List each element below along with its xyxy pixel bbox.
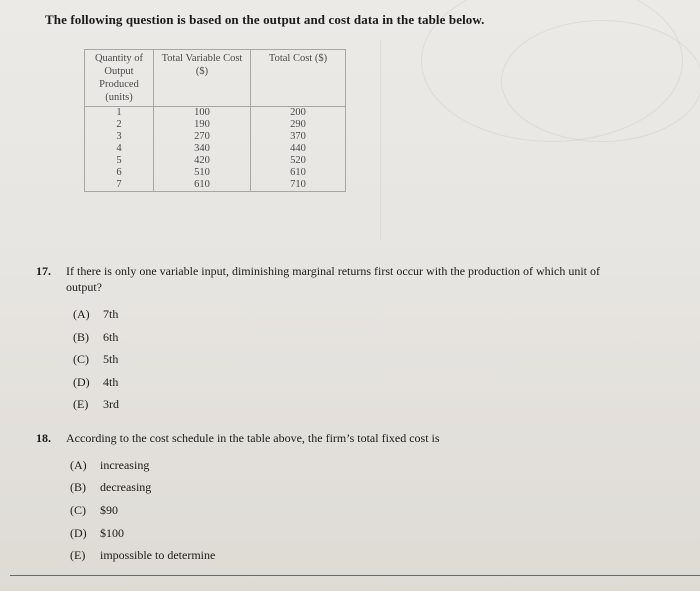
cell-tc: 370 bbox=[251, 131, 346, 143]
cell-tc: 440 bbox=[251, 143, 346, 155]
question-17-line1: If there is only one variable input, diminishing marginal returns first occur with the production of which unit of bbox=[66, 264, 600, 278]
cost-table bbox=[84, 49, 346, 192]
instructions-header: The following question is based on the output and cost data in the table below. bbox=[45, 12, 485, 27]
table-header-row bbox=[85, 50, 346, 107]
table-row bbox=[85, 155, 346, 167]
table-row bbox=[85, 107, 346, 120]
header-total-cost: Total Cost ($) bbox=[251, 50, 346, 107]
bleed-through-graph bbox=[380, 40, 700, 240]
cell-tvc: 610 bbox=[154, 179, 251, 192]
cell-tc: 290 bbox=[251, 119, 346, 131]
bottom-rule-divider bbox=[10, 575, 700, 576]
cell-quantity: 5 bbox=[85, 155, 154, 167]
question-17-option-b[interactable]: (B) 6th bbox=[73, 330, 119, 344]
cell-quantity: 6 bbox=[85, 167, 154, 179]
cell-quantity: 7 bbox=[85, 179, 154, 192]
question-17-number: 17. bbox=[36, 264, 51, 278]
question-18-option-e[interactable]: (E) impossible to determine bbox=[70, 548, 216, 562]
question-17-option-c[interactable]: (C) 5th bbox=[73, 352, 119, 366]
cell-quantity: 1 bbox=[85, 107, 154, 120]
table-row bbox=[85, 119, 346, 131]
cell-quantity: 2 bbox=[85, 119, 154, 131]
question-17-line2: output? bbox=[66, 280, 102, 294]
cell-tc: 200 bbox=[251, 107, 346, 120]
question-18-number: 18. bbox=[36, 431, 51, 445]
question-17-option-d[interactable]: (D) 4th bbox=[73, 375, 119, 389]
table-row bbox=[85, 131, 346, 143]
question-17-option-e[interactable]: (E) 3rd bbox=[73, 397, 119, 411]
question-18-option-d[interactable]: (D) $100 bbox=[70, 526, 124, 540]
table-row bbox=[85, 143, 346, 155]
cell-tc: 610 bbox=[251, 167, 346, 179]
question-18-option-b[interactable]: (B) decreasing bbox=[70, 480, 152, 494]
cell-quantity: 3 bbox=[85, 131, 154, 143]
cell-tc: 520 bbox=[251, 155, 346, 167]
header-quantity: Quantity of Output Produced (units) bbox=[85, 50, 154, 107]
cell-tvc: 420 bbox=[154, 155, 251, 167]
table-row bbox=[85, 179, 346, 192]
table-row bbox=[85, 167, 346, 179]
header-total-variable-cost: Total Variable Cost ($) bbox=[154, 50, 251, 107]
question-18-option-c[interactable]: (C) $90 bbox=[70, 503, 118, 517]
cell-tvc: 270 bbox=[154, 131, 251, 143]
question-18-option-a[interactable]: (A) increasing bbox=[70, 458, 150, 472]
cell-tvc: 190 bbox=[154, 119, 251, 131]
cell-tvc: 340 bbox=[154, 143, 251, 155]
cell-quantity: 4 bbox=[85, 143, 154, 155]
cell-tc: 710 bbox=[251, 179, 346, 192]
question-18-text: According to the cost schedule in the table above, the firm’s total fixed cost is bbox=[66, 431, 440, 445]
question-17-option-a[interactable]: (A) 7th bbox=[73, 307, 119, 321]
cell-tvc: 510 bbox=[154, 167, 251, 179]
question-17-text bbox=[66, 263, 696, 295]
cell-tvc: 100 bbox=[154, 107, 251, 120]
